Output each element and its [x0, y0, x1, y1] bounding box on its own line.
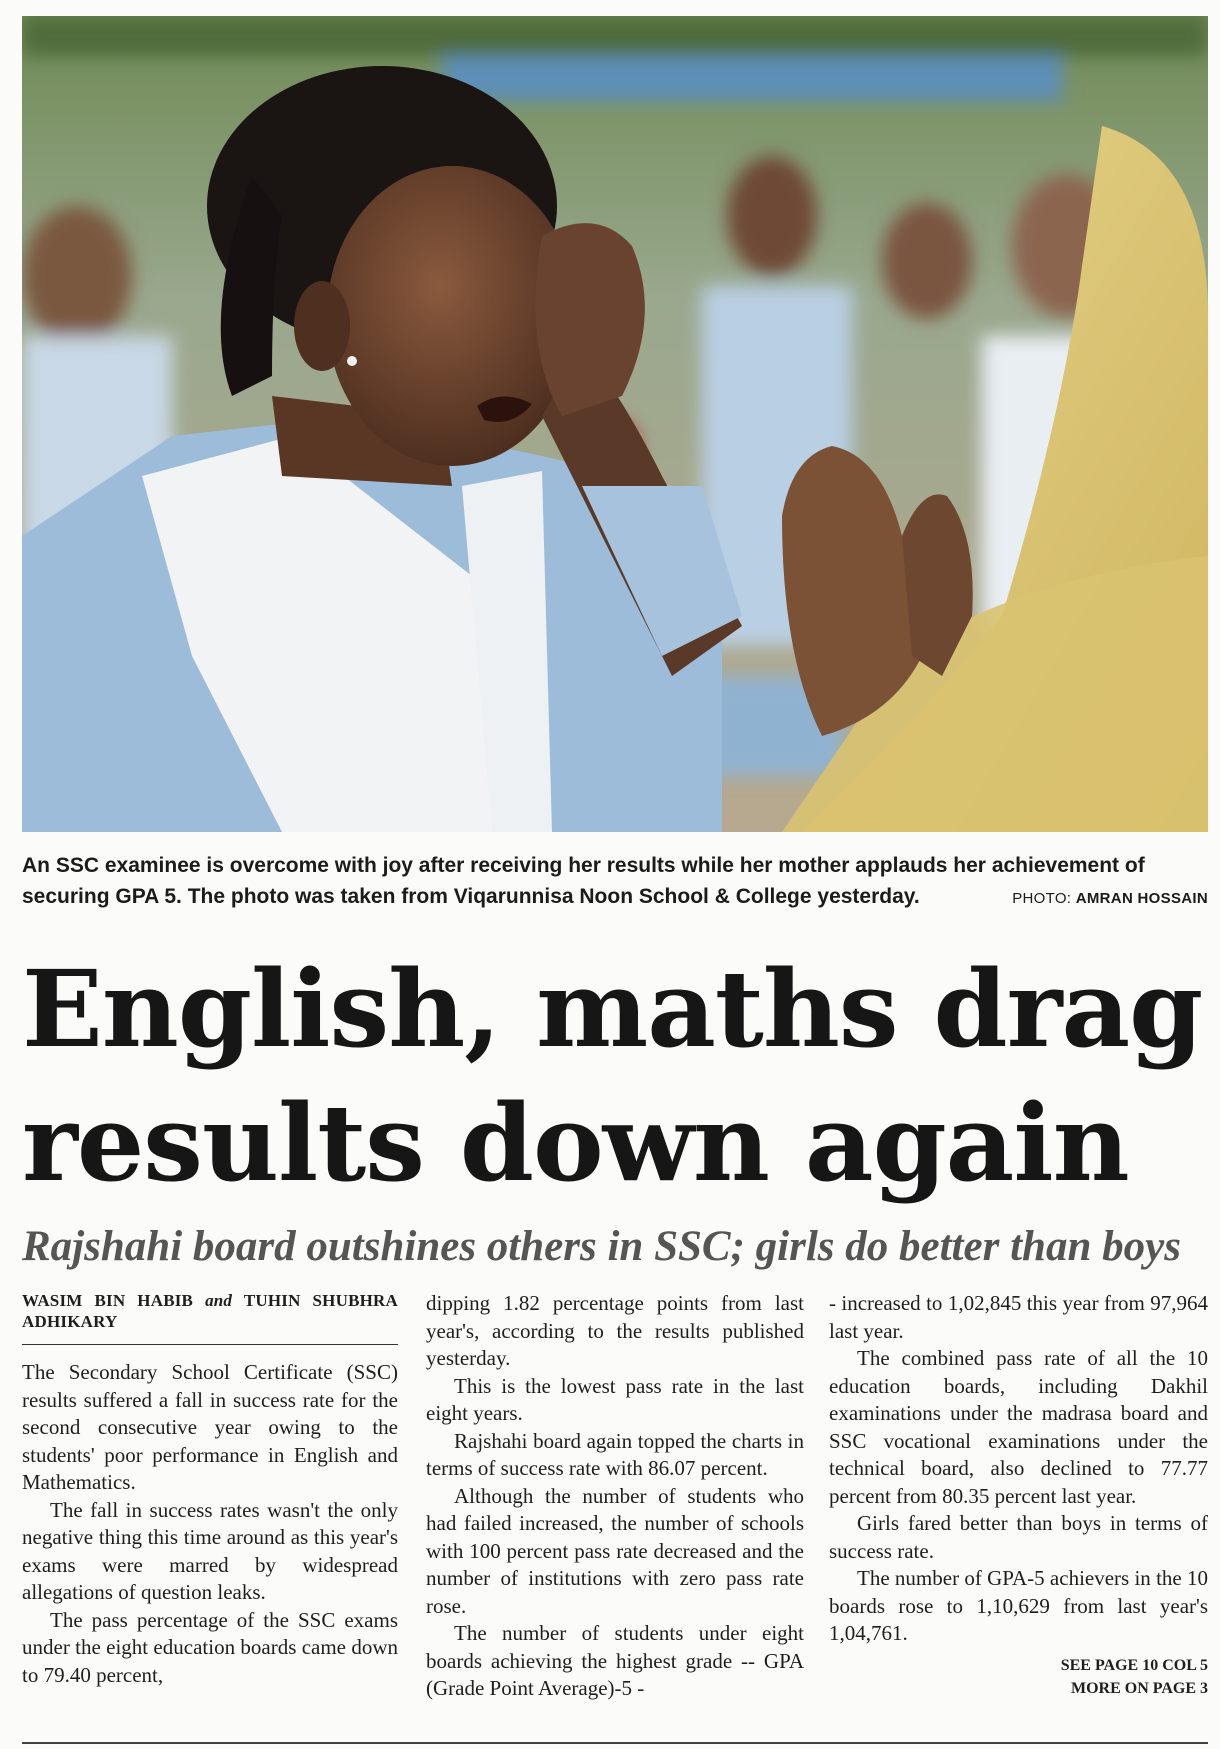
- photo-credit: [1012, 883, 1208, 914]
- headline: [22, 942, 1208, 1210]
- byline-author-2: TUHIN SHUBHRA ADHIKARY: [22, 1291, 398, 1331]
- bottom-divider: [22, 1742, 1208, 1744]
- article-column-1: [22, 1290, 398, 1689]
- article-column-2: [426, 1290, 804, 1703]
- article-column-3: [829, 1290, 1208, 1700]
- see-page-link[interactable]: SEE PAGE 10 COL 5: [1060, 1656, 1208, 1674]
- byline-author-1: WASIM BIN HABIB: [22, 1291, 194, 1310]
- photo-credit-label: PHOTO:: [1012, 890, 1072, 907]
- paragraph: dipping 1.82 percentage points from last year's, according to the results published yesterday.: [426, 1291, 804, 1370]
- headline-line-1: English, maths drag: [22, 946, 1203, 1071]
- caption-text: An SSC examinee is overcome with joy after receiving her results while her mother applauds her achievement of securing GPA 5. The photo was taken from Viqarunnisa Noon School & College yesterday.: [22, 854, 1145, 908]
- paragraph: Rajshahi board again topped the charts in terms of success rate with 86.07 percent.: [426, 1428, 804, 1480]
- paragraph: - increased to 1,02,845 this year from 97,964 last year.: [829, 1291, 1208, 1343]
- more-on-page-link[interactable]: MORE ON PAGE 3: [1070, 1679, 1208, 1697]
- byline-conjunction: and: [205, 1291, 233, 1310]
- paragraph: The Secondary School Certificate (SSC) results suffered a fall in success rate for the second consecutive year owing to the students' poor performance in English and Mathematics.: [22, 1360, 398, 1494]
- byline: [22, 1290, 398, 1345]
- paragraph: The pass percentage of the SSC exams under the eight education boards came down to 79.40 percent,: [22, 1607, 398, 1687]
- paragraph: The number of students under eight boards achieving the highest grade -- GPA (Grade Point Average)-5 -: [426, 1621, 804, 1700]
- headline-line-2: results down again: [22, 1080, 1129, 1205]
- paragraph: Girls fared better than boys in terms of success rate.: [829, 1511, 1208, 1563]
- paragraph: Although the number of students who had failed increased, the number of schools with 100 percent pass rate decreased and the number of institutions with zero pass rate rose.: [426, 1483, 804, 1618]
- paragraph: The fall in success rates wasn't the only negative thing this time around as this year's exams were marred by widespread allegations of question leaks.: [22, 1497, 398, 1604]
- jump-references: [829, 1654, 1208, 1700]
- photo-credit-name: AMRAN HOSSAIN: [1075, 890, 1208, 907]
- paragraph: This is the lowest pass rate in the last eight years.: [426, 1373, 804, 1425]
- paragraph: The combined pass rate of all the 10 education boards, including Dakhil examinations under the madrasa board and SSC vocational examinations under the technical board, also declined to 77.77 percent from 80.35 percent last year.: [829, 1346, 1208, 1508]
- photo-caption: [22, 850, 1208, 914]
- paragraph: The number of GPA-5 achievers in the 10 boards rose to 1,10,629 from last year's 1,04,761.: [829, 1566, 1208, 1645]
- subheadline: Rajshahi board outshines others in SSC; girls do better than boys: [22, 1223, 1181, 1270]
- news-photo: [22, 16, 1208, 832]
- column-1-text: [22, 1359, 398, 1689]
